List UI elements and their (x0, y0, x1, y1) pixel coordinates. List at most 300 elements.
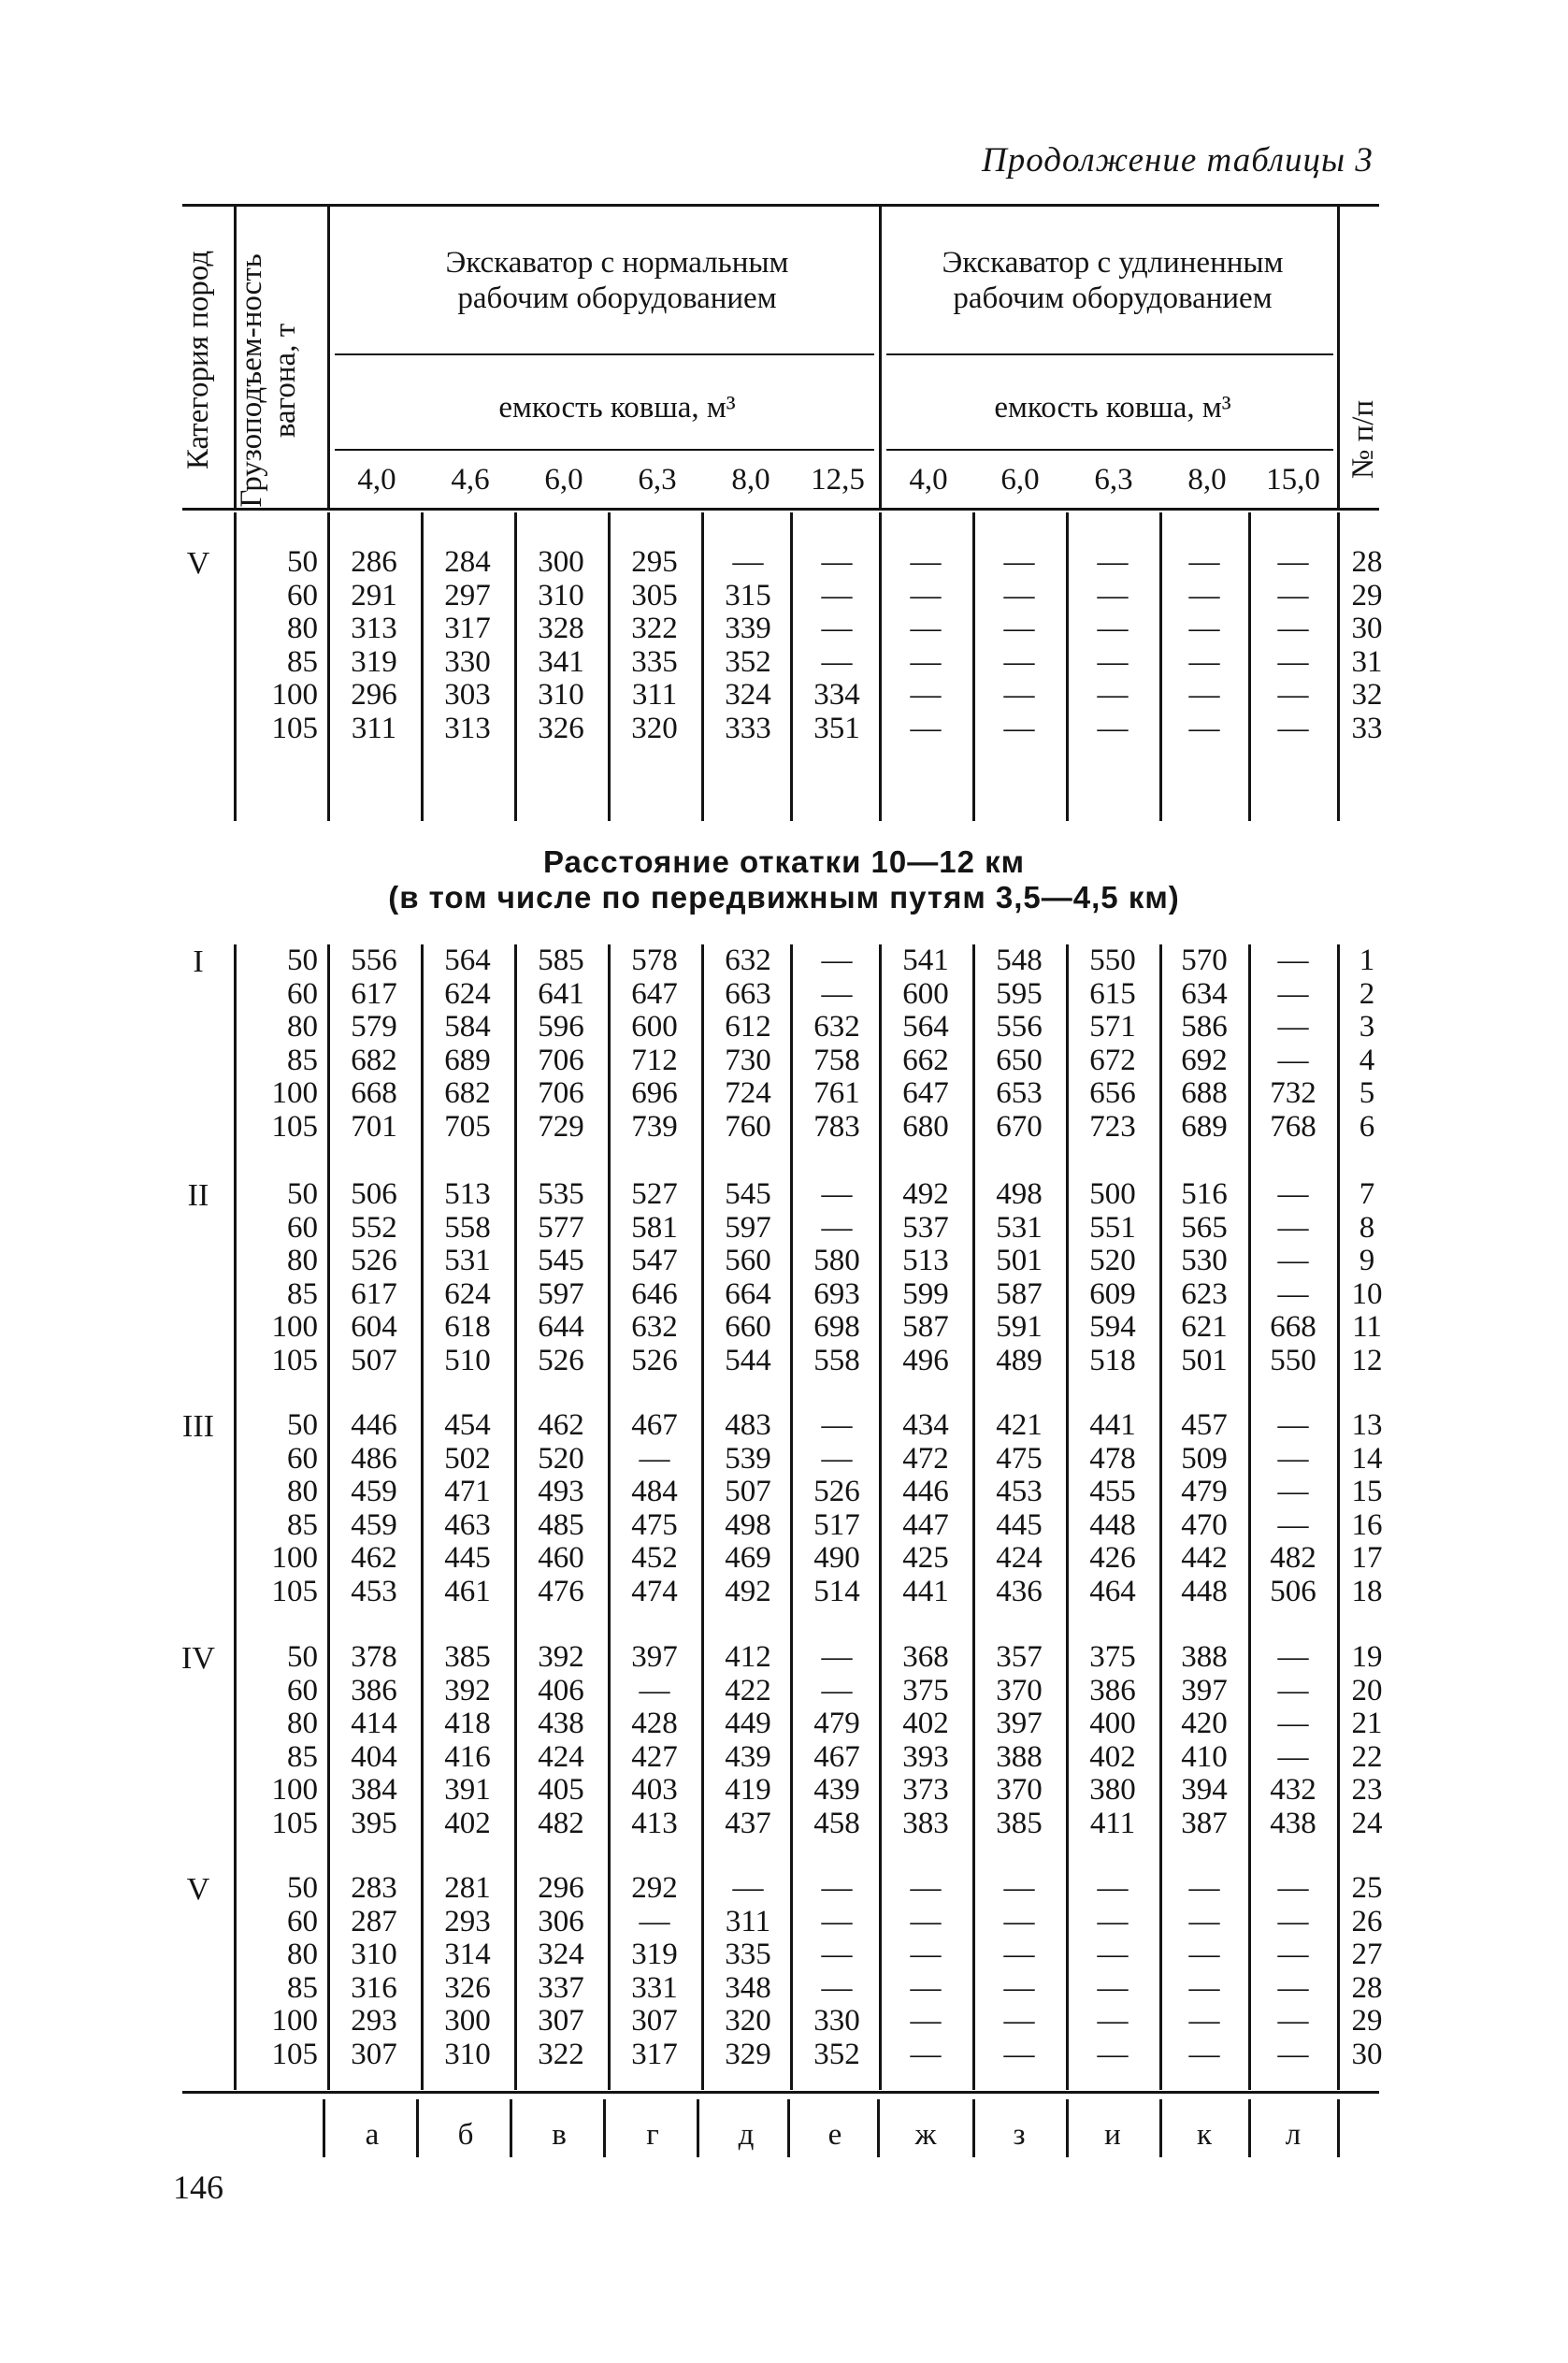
table-cell: 403 (631, 1773, 678, 1807)
table-cell: 556 (996, 1010, 1043, 1044)
table-cell: 426 (1089, 1541, 1136, 1575)
wagon-capacity: 60 (287, 578, 318, 612)
table-cell: 472 (902, 1441, 949, 1476)
table-cell: 623 (1181, 1276, 1228, 1311)
table-cell: 693 (813, 1276, 860, 1311)
table-cell: 300 (538, 545, 584, 579)
table-cell: 516 (1181, 1177, 1228, 1211)
table-cell: 352 (725, 644, 771, 679)
table-cell: — (1277, 944, 1309, 977)
table-cell: — (1277, 1673, 1309, 1707)
table-cell: 579 (351, 1010, 397, 1044)
table-cell: 461 (444, 1574, 491, 1608)
table-cell: 760 (725, 1109, 771, 1144)
table-cell: 701 (351, 1109, 397, 1144)
table-cell: 386 (1089, 1673, 1136, 1707)
table-cell: 664 (725, 1276, 771, 1311)
table-cell: — (1277, 1010, 1309, 1044)
table-cell: — (1277, 1507, 1309, 1542)
row-number: 27 (1351, 1938, 1383, 1971)
table-cell: 333 (725, 711, 771, 745)
table-cell: — (821, 545, 853, 579)
table-cell: 388 (1181, 1640, 1228, 1674)
table-cell: 498 (996, 1177, 1043, 1211)
table-cell: 653 (996, 1076, 1043, 1110)
table-cell: 307 (631, 2004, 678, 2038)
table-cell: — (1097, 1970, 1129, 2005)
table-cell: 556 (351, 944, 397, 977)
table-cell: — (1277, 1276, 1309, 1311)
table-cell: — (1097, 545, 1129, 579)
wagon-capacity: 50 (287, 1640, 318, 1674)
table-cell: — (1277, 976, 1309, 1011)
row-number: 3 (1359, 1010, 1375, 1044)
column-letter: г (646, 2118, 659, 2152)
table-cell: — (1003, 545, 1035, 579)
wagon-capacity: 85 (287, 1276, 318, 1311)
table-cell: 514 (813, 1574, 860, 1608)
header-bucket-rule-extended (886, 449, 1333, 451)
table-cell: 462 (351, 1541, 397, 1575)
table-cell: 641 (538, 976, 584, 1011)
table-cell: 448 (1181, 1574, 1228, 1608)
table-cell: — (821, 1177, 853, 1211)
table-cell: 475 (631, 1507, 678, 1542)
table-cell: 413 (631, 1806, 678, 1840)
wagon-capacity: 80 (287, 1010, 318, 1044)
table-cell: 432 (1270, 1773, 1316, 1807)
wagon-capacity: 105 (271, 2037, 318, 2071)
table-cell: 537 (902, 1210, 949, 1245)
table-cell: — (910, 2004, 942, 2038)
table-cell: — (1097, 1938, 1129, 1971)
table-cell: 339 (725, 612, 771, 645)
table-cell: 404 (351, 1739, 397, 1774)
table-cell: 446 (351, 1408, 397, 1442)
table-cell: — (1277, 1043, 1309, 1077)
table-cell: — (1188, 1871, 1220, 1905)
row-number: 28 (1351, 1970, 1383, 2005)
table-cell: — (1277, 678, 1309, 712)
table-cell: 513 (444, 1177, 491, 1211)
table-cell: 539 (725, 1441, 771, 1476)
table-cell: 470 (1181, 1507, 1228, 1542)
table-cell: — (732, 545, 764, 579)
table-cell: 419 (725, 1773, 771, 1807)
table-cell: 682 (444, 1076, 491, 1110)
wagon-capacity: 85 (287, 1739, 318, 1774)
table-cell: 459 (351, 1507, 397, 1542)
table-cell: — (1097, 1871, 1129, 1905)
table-cell: 393 (902, 1739, 949, 1774)
table-cell: 712 (631, 1043, 678, 1077)
table-cell: 352 (813, 2037, 860, 2071)
wagon-capacity: 80 (287, 1475, 318, 1508)
table-cell: 395 (351, 1806, 397, 1840)
table-cell: 334 (813, 678, 860, 712)
table-cell: — (821, 944, 853, 977)
table-cell: — (1003, 1970, 1035, 2005)
wagon-capacity: 85 (287, 644, 318, 679)
table-cell: 670 (996, 1109, 1043, 1144)
wagon-capacity: 100 (271, 1541, 318, 1575)
table-cell: 311 (631, 678, 678, 712)
table-cell: 692 (1181, 1043, 1228, 1077)
row-number: 18 (1351, 1574, 1383, 1608)
wagon-capacity: 60 (287, 1673, 318, 1707)
wagon-capacity: 85 (287, 1507, 318, 1542)
table-cell: 680 (902, 1109, 949, 1144)
table-cell: 479 (813, 1707, 860, 1740)
rock-category: I (193, 944, 204, 979)
table-cell: 421 (996, 1408, 1043, 1442)
wagon-capacity: 80 (287, 1707, 318, 1740)
row-number: 24 (1351, 1806, 1383, 1840)
table-cell: 668 (351, 1076, 397, 1110)
table-cell: 596 (538, 1010, 584, 1044)
table-cell: 380 (1089, 1773, 1136, 1807)
table-cell: — (1277, 2037, 1309, 2071)
table-cell: — (1277, 545, 1309, 579)
table-cell: — (1277, 578, 1309, 612)
table-cell: 632 (725, 944, 771, 977)
header-bucket-normal: емкость ковша, м³ (498, 391, 736, 425)
table-cell: — (1097, 1904, 1129, 1938)
table-cell: 397 (631, 1640, 678, 1674)
table-cell: 283 (351, 1871, 397, 1905)
table-cell: — (1277, 1938, 1309, 1971)
table-cell: — (821, 644, 853, 679)
table-cell: 330 (444, 644, 491, 679)
table-cell: 506 (1270, 1574, 1316, 1608)
table-cell: — (910, 578, 942, 612)
table-cell: — (1003, 578, 1035, 612)
table-cell: — (1188, 578, 1220, 612)
table-cell: — (1188, 2037, 1220, 2071)
table-cell: 527 (631, 1177, 678, 1211)
table-cell: 411 (1089, 1806, 1136, 1840)
table-cell: — (1003, 644, 1035, 679)
table-cell: 513 (902, 1244, 949, 1277)
table-cell: 479 (1181, 1475, 1228, 1508)
table-cell: 400 (1089, 1707, 1136, 1740)
table-cell: 550 (1089, 944, 1136, 977)
table-cell: 618 (444, 1310, 491, 1344)
table-cell: 535 (538, 1177, 584, 1211)
table-cell: 447 (902, 1507, 949, 1542)
wagon-capacity: 60 (287, 1904, 318, 1938)
table-cell: 297 (444, 578, 491, 612)
column-letter: к (1196, 2118, 1213, 2152)
table-cell: 587 (996, 1276, 1043, 1311)
table-cell: — (821, 1904, 853, 1938)
column-letter: в (552, 2118, 567, 2152)
table-cell: 706 (538, 1076, 584, 1110)
wagon-capacity: 80 (287, 1938, 318, 1971)
wagon-capacity: 105 (271, 1343, 318, 1377)
wagon-capacity: 100 (271, 678, 318, 712)
table-cell: 617 (351, 1276, 397, 1311)
table-cell: 452 (631, 1541, 678, 1575)
table-cell: 439 (813, 1773, 860, 1807)
table-cell: — (1003, 678, 1035, 712)
table-cell: 438 (1270, 1806, 1316, 1840)
table-cell: 518 (1089, 1343, 1136, 1377)
table-cell: 517 (813, 1507, 860, 1542)
table-cell: 531 (444, 1244, 491, 1277)
table-cell: 526 (538, 1343, 584, 1377)
table-cell: 498 (725, 1507, 771, 1542)
table-cell: 375 (902, 1673, 949, 1707)
table-cell: — (910, 612, 942, 645)
table-cell: 467 (813, 1739, 860, 1774)
table-cell: 319 (351, 644, 397, 679)
header-group-normal: Экскаватор с нормальным рабочим оборудованием (445, 246, 789, 315)
table-cell: — (910, 2037, 942, 2071)
table-cell: 580 (813, 1244, 860, 1277)
table-cell: 428 (631, 1707, 678, 1740)
table-cell: 585 (538, 944, 584, 977)
row-number: 33 (1351, 711, 1383, 745)
table-cell: 688 (1181, 1076, 1228, 1110)
table-cell: 531 (996, 1210, 1043, 1245)
table-cell: 459 (351, 1475, 397, 1508)
header-row-number: № п/п (1346, 399, 1380, 480)
table-cell: 689 (444, 1043, 491, 1077)
rock-category: II (187, 1178, 209, 1213)
table-cell: 650 (996, 1043, 1043, 1077)
table-cell: — (910, 1938, 942, 1971)
header-top-rule (182, 204, 1379, 207)
table-cell: 478 (1089, 1441, 1136, 1476)
table-cell: 320 (725, 2004, 771, 2038)
table-cell: 558 (813, 1343, 860, 1377)
table-cell: 420 (1181, 1707, 1228, 1740)
table-cell: 392 (538, 1640, 584, 1674)
table-cell: 617 (351, 976, 397, 1011)
table-cell: 729 (538, 1109, 584, 1144)
table-cell: — (1277, 711, 1309, 745)
table-cell: — (732, 1871, 764, 1905)
table-cell: — (1188, 644, 1220, 679)
table-cell: 600 (902, 976, 949, 1011)
table-cell: 624 (444, 1276, 491, 1311)
table-cell: — (910, 711, 942, 745)
table-cell: 385 (444, 1640, 491, 1674)
row-number: 15 (1351, 1475, 1383, 1508)
table-cell: — (639, 1673, 670, 1707)
table-cell: — (1277, 1475, 1309, 1508)
table-cell: — (1003, 711, 1035, 745)
row-number: 29 (1351, 2004, 1383, 2038)
table-cell: — (1277, 612, 1309, 645)
table-cell: 591 (996, 1310, 1043, 1344)
table-cell: — (1277, 1244, 1309, 1277)
table-cell: 520 (538, 1441, 584, 1476)
table-cell: 761 (813, 1076, 860, 1110)
table-cell: 597 (538, 1276, 584, 1311)
table-cell: 632 (813, 1010, 860, 1044)
table-cell: 599 (902, 1276, 949, 1311)
table-cell: — (1188, 711, 1220, 745)
table-cell: 646 (631, 1276, 678, 1311)
table-cell: 706 (538, 1043, 584, 1077)
table-cell: 634 (1181, 976, 1228, 1011)
table-cell: 402 (444, 1806, 491, 1840)
table-cell: 570 (1181, 944, 1228, 977)
table-cell: 564 (444, 944, 491, 977)
table-cell: 586 (1181, 1010, 1228, 1044)
table-cell: 310 (351, 1938, 397, 1971)
table-cell: 397 (1181, 1673, 1228, 1707)
table-cell: 341 (538, 644, 584, 679)
table-cell: 510 (444, 1343, 491, 1377)
table-cell: 509 (1181, 1441, 1228, 1476)
table-cell: 384 (351, 1773, 397, 1807)
table-cell: 453 (996, 1475, 1043, 1508)
rock-category: IV (181, 1641, 215, 1676)
table-cell: — (1277, 1871, 1309, 1905)
table-cell: 506 (351, 1177, 397, 1211)
table-cell: — (821, 1408, 853, 1442)
table-cell: 412 (725, 1640, 771, 1674)
table-cell: 317 (631, 2037, 678, 2071)
row-number: 9 (1359, 1244, 1375, 1277)
table-cell: — (1277, 1177, 1309, 1211)
table-cell: 392 (444, 1673, 491, 1707)
wagon-capacity: 100 (271, 1310, 318, 1344)
table-cell: 295 (631, 545, 678, 579)
table-cell: 310 (538, 678, 584, 712)
wagon-capacity: 105 (271, 1574, 318, 1608)
table-cell: 662 (902, 1043, 949, 1077)
table-cell: 434 (902, 1408, 949, 1442)
table-cell: 317 (444, 612, 491, 645)
table-cell: 594 (1089, 1310, 1136, 1344)
table-cell: 439 (725, 1739, 771, 1774)
table-cell: 609 (1089, 1276, 1136, 1311)
table-cell: — (910, 1871, 942, 1905)
table-cell: 526 (351, 1244, 397, 1277)
table-cell: 490 (813, 1541, 860, 1575)
table-cell: — (821, 612, 853, 645)
column-letter: и (1104, 2118, 1121, 2152)
table-cell: 597 (725, 1210, 771, 1245)
table-cell: 587 (902, 1310, 949, 1344)
table-cell: 564 (902, 1010, 949, 1044)
table-cell: 329 (725, 2037, 771, 2071)
table-cell: 449 (725, 1707, 771, 1740)
table-cell: 385 (996, 1806, 1043, 1840)
table-cell: 320 (631, 711, 678, 745)
table-cell: — (910, 1970, 942, 2005)
wagon-capacity: 85 (287, 1970, 318, 2005)
table-cell: 484 (631, 1475, 678, 1508)
table-cell: — (1277, 2004, 1309, 2038)
table-cell: — (821, 1673, 853, 1707)
table-cell: 493 (538, 1475, 584, 1508)
table-cell: 370 (996, 1673, 1043, 1707)
table-cell: 453 (351, 1574, 397, 1608)
row-number: 7 (1359, 1177, 1375, 1211)
table-cell: — (1277, 1210, 1309, 1245)
column-letter: б (457, 2118, 474, 2152)
table-cell: 464 (1089, 1574, 1136, 1608)
column-letter: л (1285, 2118, 1302, 2152)
header-bucket-extended: емкость ковша, м³ (994, 391, 1231, 425)
row-number: 5 (1359, 1076, 1375, 1110)
table-cell: 758 (813, 1043, 860, 1077)
header-group-rule-normal (335, 353, 874, 355)
table-cell: 454 (444, 1408, 491, 1442)
table-cell: 578 (631, 944, 678, 977)
wagon-capacity: 105 (271, 711, 318, 745)
rock-category: V (186, 546, 210, 581)
table-cell: 560 (725, 1244, 771, 1277)
table-cell: 647 (631, 976, 678, 1011)
table-cell: 281 (444, 1871, 491, 1905)
column-letter: д (738, 2118, 755, 2152)
table-cell: 351 (813, 711, 860, 745)
row-number: 6 (1359, 1109, 1375, 1144)
table-cell: — (639, 1441, 670, 1476)
table-cell: 335 (725, 1938, 771, 1971)
table-cell: 305 (631, 578, 678, 612)
wagon-capacity: 50 (287, 1871, 318, 1905)
table-cell: 326 (538, 711, 584, 745)
table-cell: 526 (813, 1475, 860, 1508)
table-cell: 445 (996, 1507, 1043, 1542)
table-cell: — (1097, 578, 1129, 612)
row-number: 30 (1351, 2037, 1383, 2071)
table-cell: 394 (1181, 1773, 1228, 1807)
table-cell: 581 (631, 1210, 678, 1245)
table-cell: 571 (1089, 1010, 1136, 1044)
table-cell: 485 (538, 1507, 584, 1542)
table-cell: 584 (444, 1010, 491, 1044)
rock-category: V (186, 1872, 210, 1907)
section-title-line1: Расстояние откатки 10—12 км (542, 844, 1026, 879)
table-cell: — (1277, 1904, 1309, 1938)
table-cell: 723 (1089, 1109, 1136, 1144)
table-cell: 335 (631, 644, 678, 679)
table-cell: 402 (1089, 1739, 1136, 1774)
table-cell: 313 (351, 612, 397, 645)
wagon-capacity: 50 (287, 944, 318, 977)
table-cell: — (1188, 1970, 1220, 2005)
bucket-size-header: 6,0 (544, 463, 583, 497)
row-number: 1 (1359, 944, 1375, 977)
wagon-capacity: 105 (271, 1109, 318, 1144)
table-cell: — (1003, 1871, 1035, 1905)
table-cell: 291 (351, 578, 397, 612)
table-cell: 416 (444, 1739, 491, 1774)
table-cell: 448 (1089, 1507, 1136, 1542)
table-cell: 489 (996, 1343, 1043, 1377)
table-cell: 632 (631, 1310, 678, 1344)
table-cell: — (821, 1210, 853, 1245)
table-cell: 373 (902, 1773, 949, 1807)
table-cell: 296 (351, 678, 397, 712)
table-cell: 315 (725, 578, 771, 612)
table-cell: 668 (1270, 1310, 1316, 1344)
table-cell: — (821, 1938, 853, 1971)
table-cell: 604 (351, 1310, 397, 1344)
table-cell: 424 (538, 1739, 584, 1774)
table-cell: 530 (1181, 1244, 1228, 1277)
table-cell: — (821, 1441, 853, 1476)
table-cell: 307 (538, 2004, 584, 2038)
